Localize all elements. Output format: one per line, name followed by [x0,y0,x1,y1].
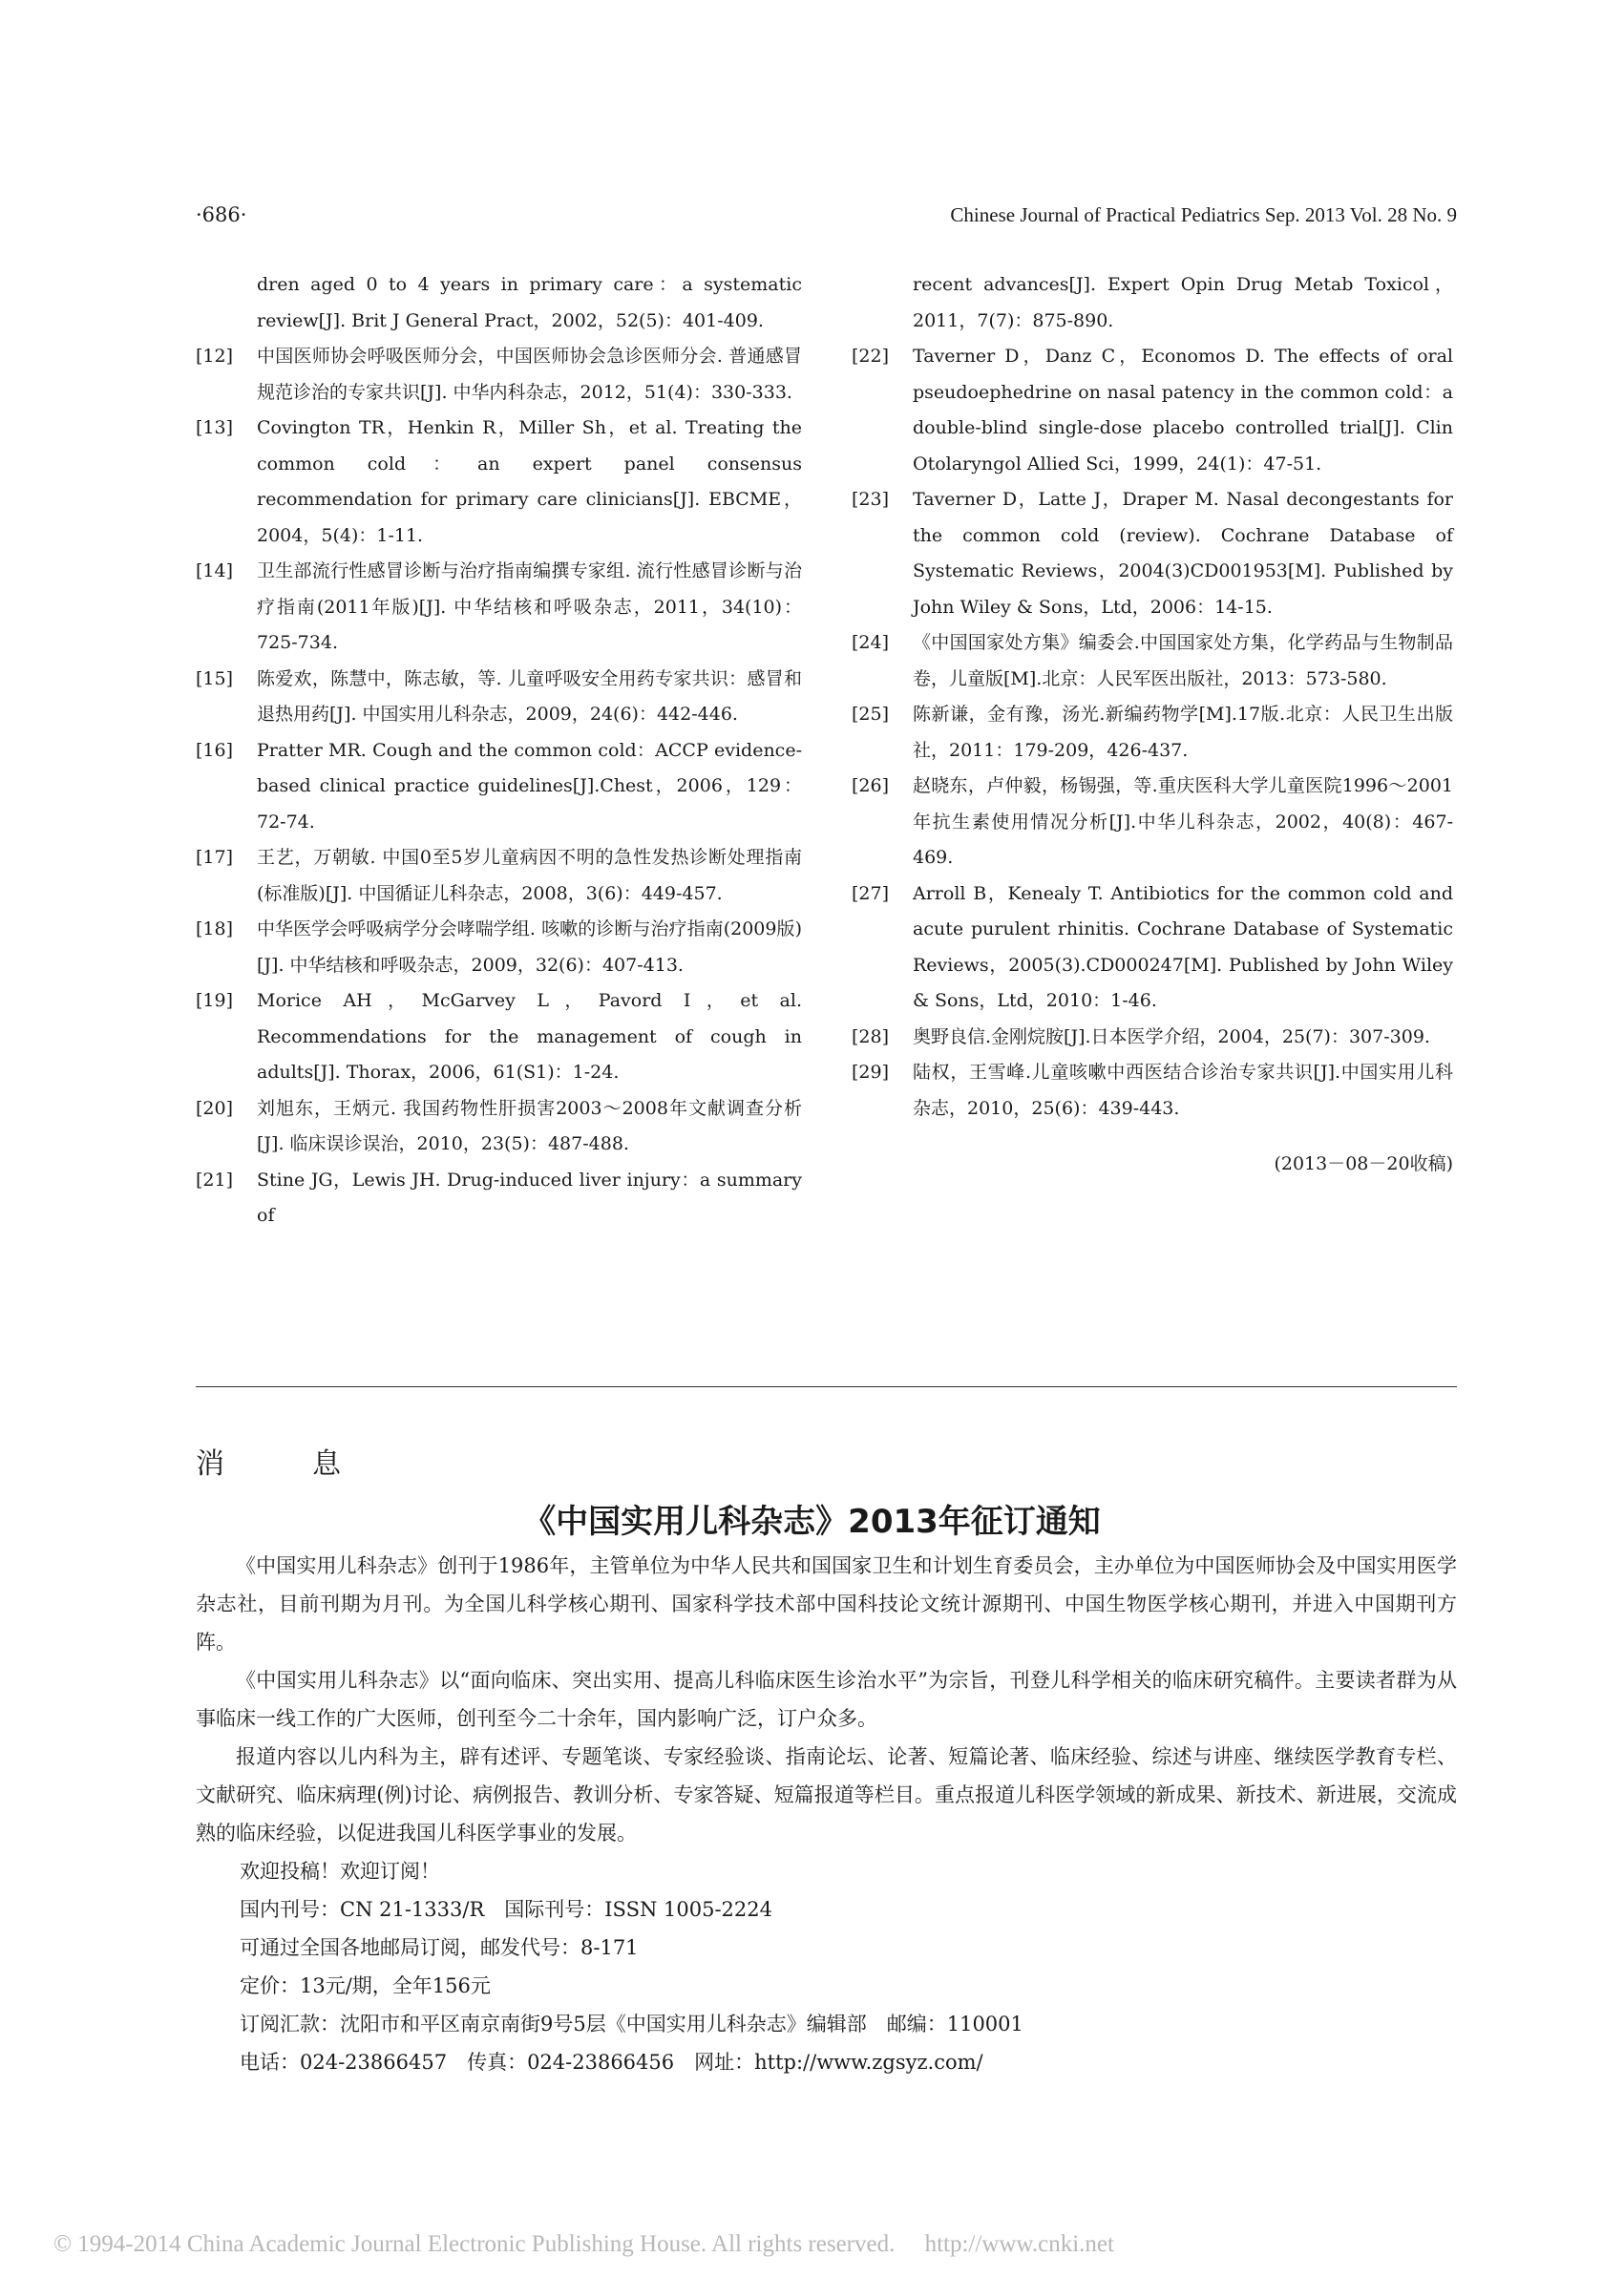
reference-item [196,554,802,662]
reference-number: [25] [852,704,890,725]
reference-item [196,267,802,339]
reference-number: [29] [852,1062,890,1083]
reference-item [196,662,802,733]
reference-text: Pratter MR. Cough and the common cold：ACCP evidence-based clinical practice guidelines[J].Chest，2006，129：72-74. [257,739,802,833]
copyright-footer: © 1994-2014 China Academic Journal Electronic Publishing House. All rights reserved. http://www.cnki.net [53,2231,1114,2257]
reference-text: 陆权，王雪峰.儿童咳嗽中西医结合诊治专家共识[J].中国实用儿科杂志，2010，25(6)：439-443. [913,1062,1453,1119]
references-right-column [852,267,1453,1182]
reference-text: 陈爱欢，陈慧中，陈志敏，等. 儿童呼吸安全用药专家共识：感冒和退热用药[J]. 中国实用儿科杂志，2009，24(6)：442-446. [257,667,802,725]
reference-item [852,339,1453,482]
reference-item [852,876,1453,1020]
reference-number: [12] [196,346,234,367]
reference-text: Morice AH，McGarvey L，Pavord I，et al. Recommendations for the management of cough in adults[J]. Thorax，2006，61(S1)：1-24. [257,990,802,1083]
reference-item [196,411,802,554]
journal-info: Chinese Journal of Practical Pediatrics Sep. 2013 Vol. 28 No. 9 [950,203,1457,226]
reference-number: [18] [196,918,234,939]
reference-number: [19] [196,990,234,1011]
page-number: ·686· [196,203,247,226]
reference-text: 卫生部流行性感冒诊断与治疗指南编撰专家组. 流行性感冒诊断与治疗指南(2011年版)[J]. 中华结核和呼吸杂志，2011，34(10)：725-734. [257,560,802,653]
section-divider [196,1386,1457,1387]
reference-text: Covington TR，Henkin R，Miller Sh，et al. Treating the common cold：an expert panel consensus recommendation for primary care clinicians[J]. EBCME，2004，5(4)：1-11. [257,417,802,546]
reference-text: 王艺，万朝敏. 中国0至5岁儿童病因不明的急性发热诊断处理指南(标准版)[J]. 中国循证儿科杂志，2008，3(6)：449-457. [257,847,802,904]
reference-number: [13] [196,417,234,438]
reference-item [852,625,1453,697]
notice-line: 可通过全国各地邮局订阅，邮发代号：8-171 [240,1936,639,1959]
section-heading-char-2: 息 [312,1447,341,1481]
reference-number: [14] [196,560,234,581]
notice-paragraph: 《中国实用儿科杂志》创刊于1986年，主管单位为中华人民共和国国家卫生和计划生育委员会，主办单位为中国医师协会及中国实用医学杂志社，目前刊期为月刊。为全国儿科学核心期刊、国家科学技术部中国科技论文统计源期刊、中国生物医学核心期刊，并进入中国期刊方阵。 [196,1554,1457,1654]
notice-line: 电话：024-23866457 传真：024-23866456 网址：http://www.zgsyz.com/ [240,2051,983,2074]
reference-text: 赵晓东，卢仲毅，杨锡强，等.重庆医科大学儿童医院1996～2001年抗生素使用情况分析[J].中华儿科杂志，2002，40(8)：467-469. [913,775,1453,868]
reference-item [196,912,802,983]
reference-number: [15] [196,667,234,689]
notice-line: 定价：13元/期，全年156元 [240,1974,491,1997]
reference-text: 奥野良信.金刚烷胺[J].日本医学介绍，2004，25(7)：307-309. [913,1025,1430,1047]
received-date: (2013－08－20收稿) [1274,1153,1453,1174]
notice-paragraph: 《中国实用儿科杂志》以“面向临床、突出实用、提高儿科临床医生诊治水平”为宗旨，刊登儿科学相关的临床研究稿件。主要读者群为从事临床一线工作的广大医师，创刊至今二十余年，国内影响广泛，订户众多。 [196,1669,1457,1730]
notice-body [196,1547,1457,2081]
notice-line: 国内刊号：CN 21-1333/R 国际刊号：ISSN 1005-2224 [240,1898,772,1921]
reference-item [852,1055,1453,1127]
reference-number: [24] [852,632,890,653]
reference-number: [21] [196,1169,234,1191]
reference-item [852,482,1453,625]
reference-number: [22] [852,346,890,367]
section-heading-char-1: 消 [196,1447,224,1481]
notice-title: 《中国实用儿科杂志》2013年征订通知 [523,1503,1101,1541]
reference-text: 中华医学会呼吸病学分会哮喘学组. 咳嗽的诊断与治疗指南(2009版)[J]. 中华结核和呼吸杂志，2009，32(6)：407-413. [257,918,802,976]
reference-text: recent advances[J]. Expert Opin Drug Metab Toxicol，2011，7(7)：875-890. [913,274,1453,331]
reference-number: [17] [196,847,234,868]
references-left-column [196,267,802,1234]
reference-text: 《中国国家处方集》编委会.中国国家处方集，化学药品与生物制品卷，儿童版[M].北京：人民军医出版社，2013：573-580. [913,632,1453,689]
reference-item [196,339,802,411]
reference-number: [23] [852,489,890,510]
reference-item [196,840,802,912]
reference-text: 刘旭东，王炳元. 我国药物性肝损害2003～2008年文献调查分析[J]. 临床误诊误治，2010，23(5)：487-488. [257,1097,802,1154]
reference-item [852,697,1453,769]
reference-text: 中国医师协会呼吸医师分会，中国医师协会急诊医师分会. 普通感冒规范诊治的专家共识[J]. 中华内科杂志，2012，51(4)：330-333. [257,346,802,403]
notice-paragraph: 报道内容以儿内科为主，辟有述评、专题笔谈、专家经验谈、指南论坛、论著、短篇论著、临床经验、综述与讲座、继续医学教育专栏、文献研究、临床病理(例)讨论、病例报告、教训分析、专家答疑、短篇报道等栏目。重点报道儿科医学领域的新成果、新技术、新进展，交流成熟的临床经验，以促进我国儿科医学事业的发展。 [196,1745,1457,1845]
reference-item [852,1020,1453,1056]
reference-text: Arroll B，Kenealy T. Antibiotics for the common cold and acute purulent rhinitis. Cochrane Database of Systematic Reviews，2005(3).CD000247[M]. Published by John Wiley & Sons，Ltd，2010：1-46. [913,882,1453,1011]
reference-item [196,733,802,841]
section-heading [196,1440,341,1482]
reference-number: [20] [196,1097,234,1119]
reference-item [852,769,1453,876]
reference-item [196,1163,802,1234]
reference-text: dren aged 0 to 4 years in primary care：a systematic review[J]. Brit J General Pract，2002，52(5)：401-409. [257,274,802,331]
reference-number: [27] [852,882,890,904]
reference-text: Taverner D，Danz C，Economos D. The effects of oral pseudoephedrine on nasal patency in the common cold：a double-blind single-dose placebo controlled trial[J]. Clin Otolaryngol Allied Sci，1999，24(1)：47-51. [913,346,1453,475]
reference-number: [16] [196,739,234,761]
reference-text: Stine JG，Lewis JH. Drug-induced liver injury：a summary of [257,1169,802,1226]
reference-text: Taverner D，Latte J，Draper M. Nasal decongestants for the common cold (review). Cochrane Database of Systematic Reviews，2004(3)CD001953[M]. Published by John Wiley & Sons，Ltd，2006：14-15. [913,489,1453,618]
notice-line: 订阅汇款：沈阳市和平区南京南街9号5层《中国实用儿科杂志》编辑部 邮编：110001 [240,2013,1023,2035]
notice-line: 欢迎投稿！欢迎订阅！ [240,1860,440,1883]
reference-item [852,267,1453,339]
reference-number: [26] [852,775,890,796]
reference-number: [28] [852,1025,890,1047]
reference-text: 陈新谦，金有豫，汤光.新编药物学[M].17版.北京：人民卫生出版社，2011：179-209，426-437. [913,704,1453,761]
reference-item [196,1091,802,1163]
reference-item [196,983,802,1091]
